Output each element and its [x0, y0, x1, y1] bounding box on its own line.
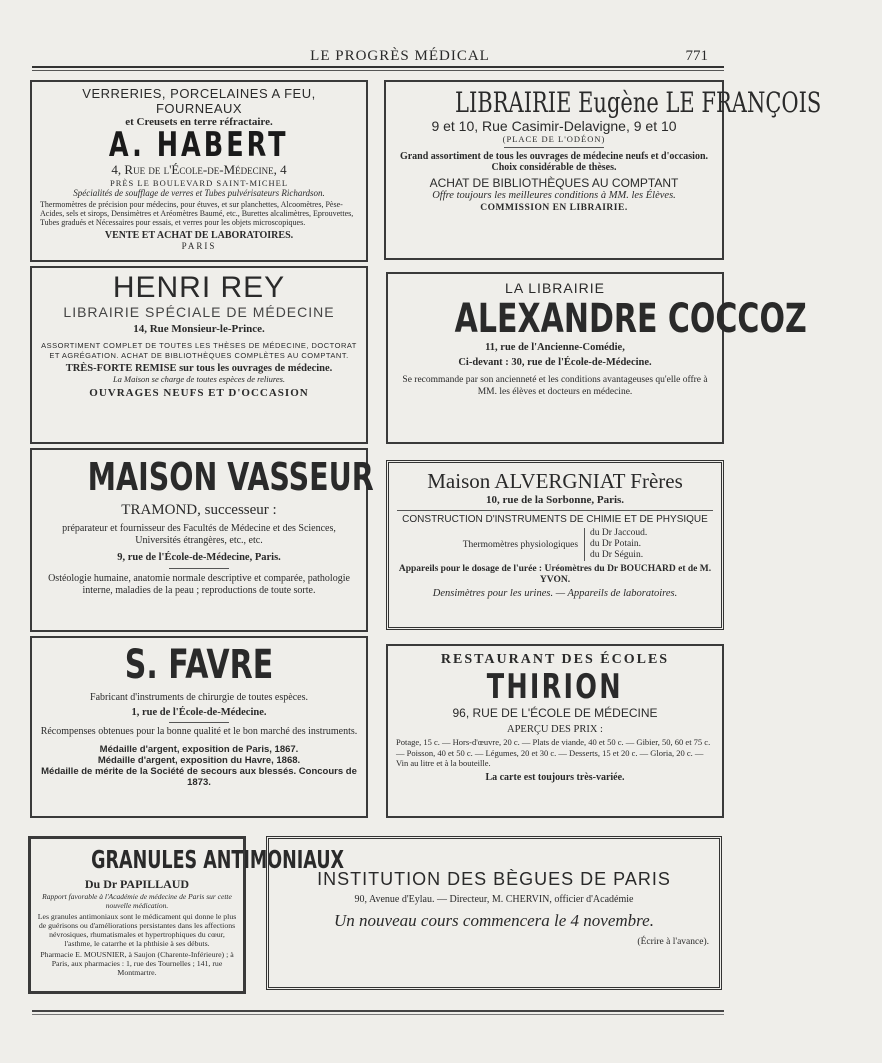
francois-address: 9 et 10, Rue Casimir-Delavigne, 9 et 10	[431, 118, 677, 134]
alvergniat-construction: CONSTRUCTION D'INSTRUMENTS DE CHIMIE ET DE PHYSIQUE	[397, 510, 713, 525]
vasseur-divider	[169, 568, 229, 569]
ad-habert	[30, 80, 368, 262]
francois-offre: Offre toujours les meilleures conditions à MM. les Élèves.	[432, 190, 676, 201]
francois-divider	[504, 147, 604, 148]
favre-rewards: Récompenses obtenues pour la bonne qualité et le bon marché des instruments.	[40, 726, 358, 737]
coccoz-address: 11, rue de l'Ancienne-Comédie,	[485, 342, 625, 353]
ad-maison-vasseur	[30, 448, 374, 632]
ad-librairie-le-francois	[384, 80, 822, 260]
habert-sale: VENTE ET ACHAT DE LABORATOIRES.	[104, 230, 294, 241]
rey-remise: TRÈS-FORTE REMISE sur tous les ouvrages de médecine.	[65, 363, 333, 374]
ad-granules-antimoniaux	[28, 836, 345, 994]
begues-address: 90, Avenue d'Eylau. — Directeur, M. CHERVIN, officier d'Académie	[354, 894, 634, 905]
rey-ouvrages: OUVRAGES NEUFS ET D'OCCASION	[89, 387, 309, 399]
alvergniat-thermo-row	[397, 528, 713, 561]
francois-commission: COMMISSION EN LIBRAIRIE.	[480, 203, 628, 213]
alvergniat-thermo: Thermomètres physiologiques	[462, 539, 579, 550]
habert-address: 4, Rue de l'École-de-Médecine, 4	[111, 162, 287, 177]
granules-pharmacie: Pharmacie E. MOUSNIER, à Saujon (Charente-Inférieure) ; à Paris, aux pharmacies : 1, rue des Tournelles ; 141, rue Montmartre.	[40, 950, 234, 977]
vasseur-osteo: Ostéologie humaine, anatomie normale descriptive et comparée, pathologie interne, maladies de la peau ; reproductions de toute sorte.	[48, 573, 350, 596]
coccoz-name: ALEXANDRE COCCOZ	[454, 296, 807, 342]
favre-medal2: Médaille d'argent, exposition du Havre, 1868.	[97, 755, 301, 766]
ad-librairie-coccoz	[386, 272, 807, 444]
favre-name: S. FAVRE	[124, 642, 274, 688]
alvergniat-doctor: du Dr Potain.	[590, 539, 641, 549]
francois-name: LIBRAIRIE Eugène LE FRANÇOIS	[455, 86, 822, 119]
habert-name: A. HABERT	[109, 125, 289, 165]
granules-name: GRANULES ANTIMONIAUX	[91, 845, 345, 874]
habert-line1: VERRERIES, PORCELAINES A FEU, FOURNEAUX	[82, 86, 316, 116]
thirion-carte: La carte est toujours très-variée.	[485, 771, 625, 783]
rey-subtitle: LIBRAIRIE SPÉCIALE DE MÉDECINE	[63, 304, 335, 320]
vasseur-name: MAISON VASSEUR	[87, 455, 374, 499]
thirion-name: THIRION	[486, 667, 624, 707]
vasseur-desc: préparateur et fournisseur des Facultés de Médecine et des Sciences, Universités étrangères, etc., etc.	[62, 523, 336, 546]
header-rule	[32, 66, 724, 68]
favre-medal1: Médaille d'argent, exposition de Paris, 1867.	[99, 744, 299, 755]
rey-address: 14, Rue Monsieur-le-Prince.	[133, 323, 265, 335]
bottom-rule	[32, 1010, 724, 1012]
alvergniat-doctors	[584, 528, 647, 561]
begues-course: Un nouveau cours commencera le 4 novembre.	[334, 911, 654, 930]
favre-desc: Fabricant d'instruments de chirurgie de toutes espèces.	[90, 692, 308, 703]
page-header-title: LE PROGRÈS MÉDICAL	[310, 48, 490, 64]
granules-rapport: Rapport favorable à l'Académie de médecine de Paris sur cette nouvelle médication.	[42, 892, 232, 910]
favre-address: 1, rue de l'École-de-Médecine.	[131, 707, 267, 718]
habert-desc: Thermomètres de précision pour médecins, pour étuves, et sur planchettes, Alcoomètres, Pèse-Acides, sels et sirops, Densimètres et Aréomètres Baumé, etc., Burettes alcalimètres, Eprouvettes, Tubes gradués et Nécessaires pour essais, et verres pour les objets microscopiques.	[40, 200, 354, 227]
coccoz-former: Ci-devant : 30, rue de l'École-de-Médecine.	[458, 357, 652, 368]
header-rule-thin	[32, 70, 724, 71]
vasseur-successor: TRAMOND, successeur :	[121, 502, 277, 518]
ad-alvergniat-freres	[386, 460, 724, 630]
granules-desc: Les granules antimoniaux sont le médicament qui donne le plus de guérisons ou d'améliorations persistantes dans les affections névrosiques, rhumatismales et hypertrophiques du cœur, l'asthme, le catarrhe et la phthisie à ses débuts.	[37, 912, 237, 948]
rey-name: HENRI REY	[112, 271, 286, 304]
thirion-apercu: APERÇU DES PRIX :	[507, 724, 603, 735]
page-number: 771	[685, 48, 708, 64]
francois-assort: Grand assortiment de tous les ouvrages de médecine neufs et d'occasion.	[399, 151, 709, 162]
alvergniat-appareils: Appareils pour le dosage de l'urée : Uréomètres du Dr BOUCHARD et de M. YVON.	[398, 564, 712, 585]
rey-reliure: La Maison se charge de toutes espèces de reliures.	[112, 374, 286, 384]
favre-medal3: Médaille de mérite de la Société de secours aux blessés. Concours de 1873.	[41, 766, 357, 788]
francois-place: (PLACE DE L'ODÉON)	[502, 134, 606, 144]
ad-henri-rey	[30, 266, 368, 444]
coccoz-line1: LA LIBRAIRIE	[505, 280, 605, 296]
favre-divider	[169, 722, 229, 723]
begues-name: INSTITUTION DES BÈGUES DE PARIS	[317, 869, 671, 889]
bottom-rule-thin	[32, 1014, 724, 1015]
thirion-prices: Potage, 15 c. — Hors-d'œuvre, 20 c. — Plats de viande, 40 et 50 c. — Gibier, 50, 60 et 75 c. — Poisson, 40 et 50 c. — Légumes, 20 et 30 c. — Desserts, 15 et 20 c. — Gloria, 20 c. — Vin au litre et à la bouteille.	[396, 737, 711, 768]
habert-near: PRÈS LE BOULEVARD SAINT-MICHEL	[109, 178, 289, 188]
alvergniat-doctor: du Dr Jaccoud.	[590, 528, 648, 538]
rey-desc: ASSORTIMENT COMPLET DE TOUTES LES THÈSES DE MÉDECINE, DOCTORAT ET AGRÉGATION. ACHAT DE BIBLIOTHÈQUES COMPLÈTES AU COMPTANT.	[41, 341, 357, 360]
francois-choix: Choix considérable de thèses.	[491, 162, 617, 173]
francois-achat: ACHAT DE BIBLIOTHÈQUES AU COMPTANT	[429, 176, 679, 190]
coccoz-desc: Se recommande par son ancienneté et les conditions avantageuses qu'elle offre à MM. les élèves et docteurs en médecine.	[402, 375, 708, 397]
ad-s-favre	[30, 636, 368, 818]
granules-author: Du Dr PAPILLAUD	[84, 877, 190, 891]
ad-institution-begues	[266, 836, 722, 990]
alvergniat-name: Maison ALVERGNIAT Frères	[427, 469, 683, 493]
thirion-address: 96, RUE DE L'ÉCOLE DE MÉDECINE	[452, 706, 658, 720]
alvergniat-doctor: du Dr Séguin.	[590, 550, 644, 560]
alvergniat-densimetres: Densimètres pour les urines. — Appareils de laboratoires.	[432, 588, 678, 599]
habert-line2: et Creusets en terre réfractaire.	[125, 116, 273, 128]
thirion-line1: RESTAURANT DES ÉCOLES	[440, 652, 670, 667]
ad-restaurant-thirion	[386, 644, 724, 818]
begues-write: (Écrire à l'avance).	[637, 937, 709, 947]
alvergniat-address: 10, rue de la Sorbonne, Paris.	[485, 494, 625, 506]
vasseur-address: 9, rue de l'École-de-Médecine, Paris.	[117, 552, 281, 563]
habert-city: PARIS	[181, 241, 217, 251]
habert-special: Spécialités de soufflage de verres et Tubes pulvérisateurs Richardson.	[73, 188, 325, 198]
